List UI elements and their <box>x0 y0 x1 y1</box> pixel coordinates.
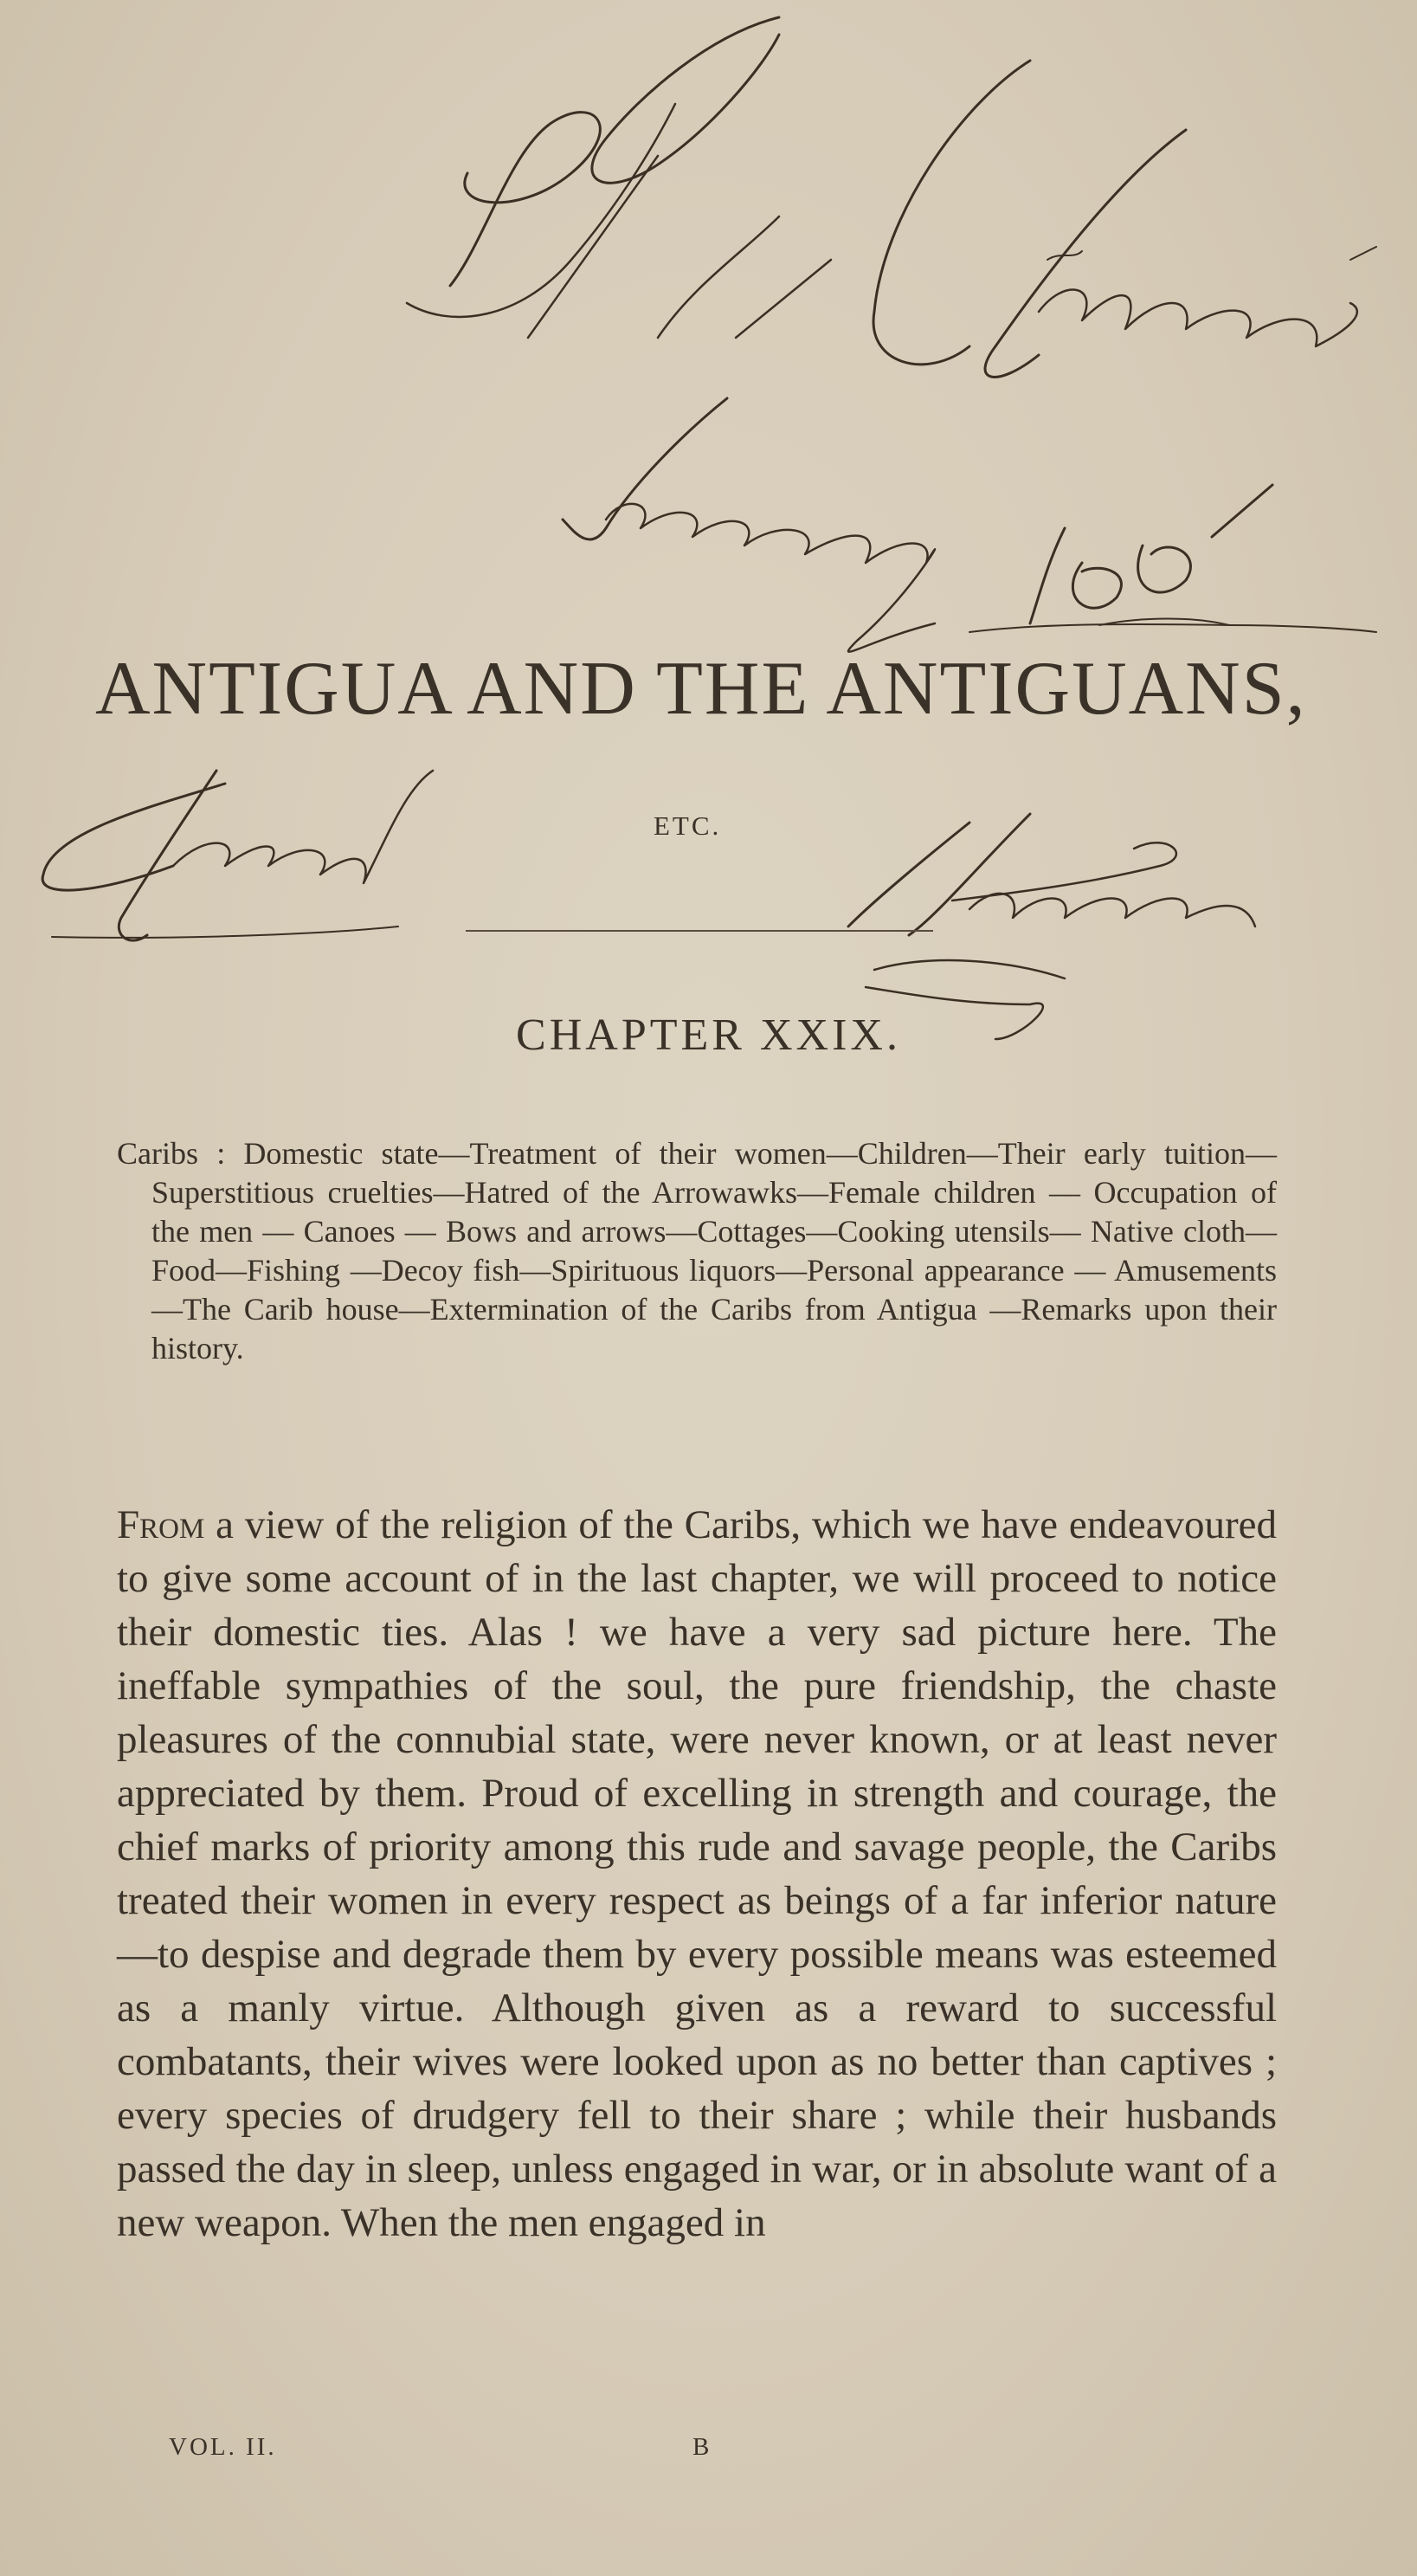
title-etc: ETC. <box>654 810 722 841</box>
body-text: a view of the religion of the Caribs, which we have endeavoured to give some account of in the last chapter, we will proceed to notice their domestic ties. Alas ! we have a very sad picture here. The ineffable sympathies of the soul, the pure friendship, the chaste pleasures of the connubial state, were never known, or at least never appreciated by them. Proud of excelling in strength and courage, the chief marks of priority among this rude and savage people, the Caribs treated their women in every respect as beings of a far inferior nature—to despise and degrade them by every possible means was esteemed as a manly virtue. Although given as a reward to successful combatants, their wives were looked upon as no better than captives ; every species of drudgery fell to their share ; while their husbands passed the day in sleep, unless engaged in war, or in absolute want of a new weapon. When the men engaged in <box>117 1502 1277 2245</box>
title-rule <box>466 930 933 932</box>
signature-mark: B <box>692 2433 710 2461</box>
lead-word: From <box>117 1502 205 1547</box>
chapter-heading: CHAPTER XXIX. <box>516 1010 901 1060</box>
book-title: ANTIGUA AND THE ANTIGUANS, <box>95 647 1307 731</box>
volume-label: VOL. II. <box>169 2433 277 2461</box>
chapter-summary: Caribs : Domestic state—Treatment of their women—Children—Their early tuition—Superstitious cruelties—Hatred of the Arrowawks—Female children — Occupation of the men — Canoes — Bows and arrows—Cottages—Cooking utensils— Native cloth—Food—Fishing —Decoy fish—Spirituous liquors—Personal appearance — Amusements—The Carib house—Extermination of the Caribs from Antigua —Remarks upon their history. <box>117 1136 1277 1365</box>
body-paragraph <box>117 1498 1277 2250</box>
